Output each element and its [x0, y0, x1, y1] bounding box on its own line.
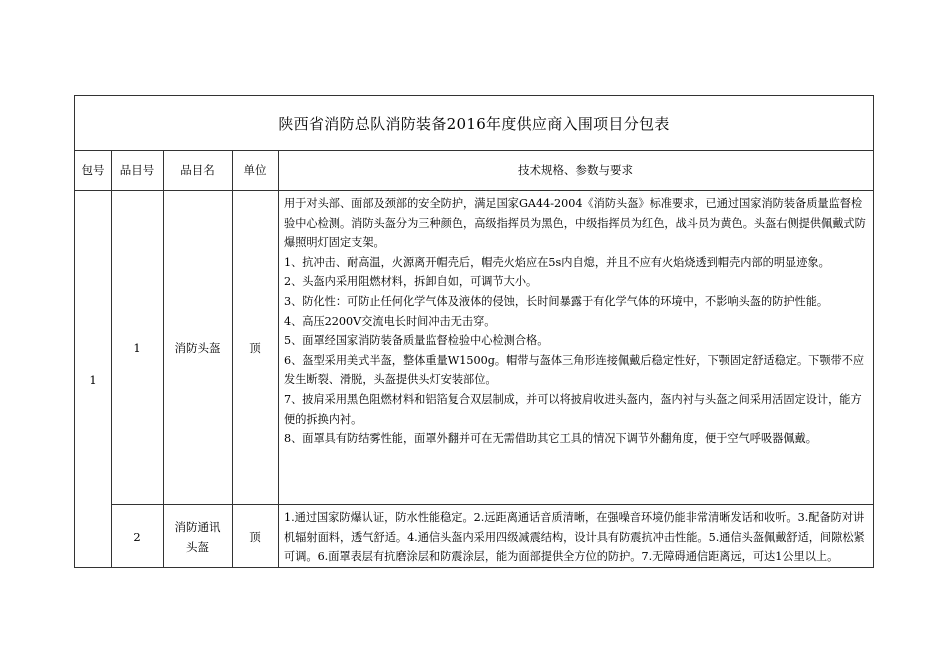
procurement-table [74, 95, 874, 568]
item-1-spec [284, 194, 868, 502]
item-1-no: 1 [133, 340, 141, 355]
table-title: 陕西省消防总队消防装备2016年度供应商入围项目分包表 [75, 96, 873, 151]
table-header-row [75, 150, 873, 191]
package-number: 1 [89, 373, 97, 387]
spec-paragraph: 1、抗冲击、耐高温，火源离开帽壳后，帽壳火焰应在5s内自熄，并且不应有火焰烧透到帽壳内部的明显迹象。 [284, 255, 830, 269]
header-spec: 技术规格、参数与要求 [518, 163, 633, 177]
item-2-name-line: 消防通讯 [174, 520, 221, 534]
item-1-unit: 顶 [249, 340, 261, 355]
item-2-unit: 顶 [249, 530, 261, 544]
spec-paragraph: 2、头盔内采用阻燃材料，拆卸自如，可调节大小。 [284, 275, 538, 289]
item-2-no: 2 [133, 530, 141, 544]
spec-paragraph: 5、面罩经国家消防装备质量监督检验中心检测合格。 [284, 334, 549, 348]
spec-paragraph: 8、面罩具有防结雾性能，面罩外翻并可在无需借助其它工具的情况下调节外翻角度，便于空气呼吸器佩戴。 [284, 432, 817, 446]
header-item-no: 品目号 [119, 163, 155, 177]
grid-line [278, 150, 279, 568]
spec-paragraph: 7、披肩采用黑色阻燃材料和铝箔复合双层制成，并可以将披肩收进头盔内，盔内衬与头盔之间采用活固定设计，能方便的拆换内衬。 [284, 392, 862, 426]
spec-paragraph: 3、防化性：可防止任何化学气体及液体的侵蚀，长时间暴露于有化学气体的环境中，不影响头盔的防护性能。 [284, 294, 829, 308]
spec-paragraph: 4、高压2200V交流电长时间冲击无击穿。 [284, 314, 496, 328]
item-1-name: 消防头盔 [174, 340, 221, 355]
item-2-name-line: 头盔 [186, 540, 209, 554]
item-2-spec: 1.通过国家防爆认证，防水性能稳定。2.远距离通话音质清晰，在强噪音环境仍能非常清晰发话和收听。3.配备防对讲机辐射面料，透气舒适。4.通信头盔内采用四级减震结构，设计具有防震抗冲击性能。5.通信头盔佩戴舒适，间隙松紧可调。6.面罩表层有抗磨涂层和防震涂层，能为面部提供全方位的防护。7.无障碍通信距离远，可达1公里以上。 [284, 511, 865, 564]
spec-paragraph: 用于对头部、面部及颈部的安全防护，满足国家GA44-2004《消防头盔》标准要求，已通过国家消防装备质量监督检验中心检测。消防头盔分为三种颜色，高级指挥员为黑色，中级指挥员为红色，战斗员为黄色。头盔右侧提供佩戴式防爆照明灯固定支架。 [284, 197, 866, 250]
spec-paragraph: 6、盔型采用美式半盔，整体重量W1500g。帽带与盔体三角形连接佩戴后稳定性好，下颚固定舒适稳定。下颚带不应发生断裂、滑脱，头盔提供头灯安装部位。 [284, 353, 865, 387]
header-package-no: 包号 [81, 163, 105, 177]
header-item-name: 品目名 [180, 163, 215, 177]
item-2-name [163, 505, 232, 568]
header-unit: 单位 [243, 163, 267, 177]
